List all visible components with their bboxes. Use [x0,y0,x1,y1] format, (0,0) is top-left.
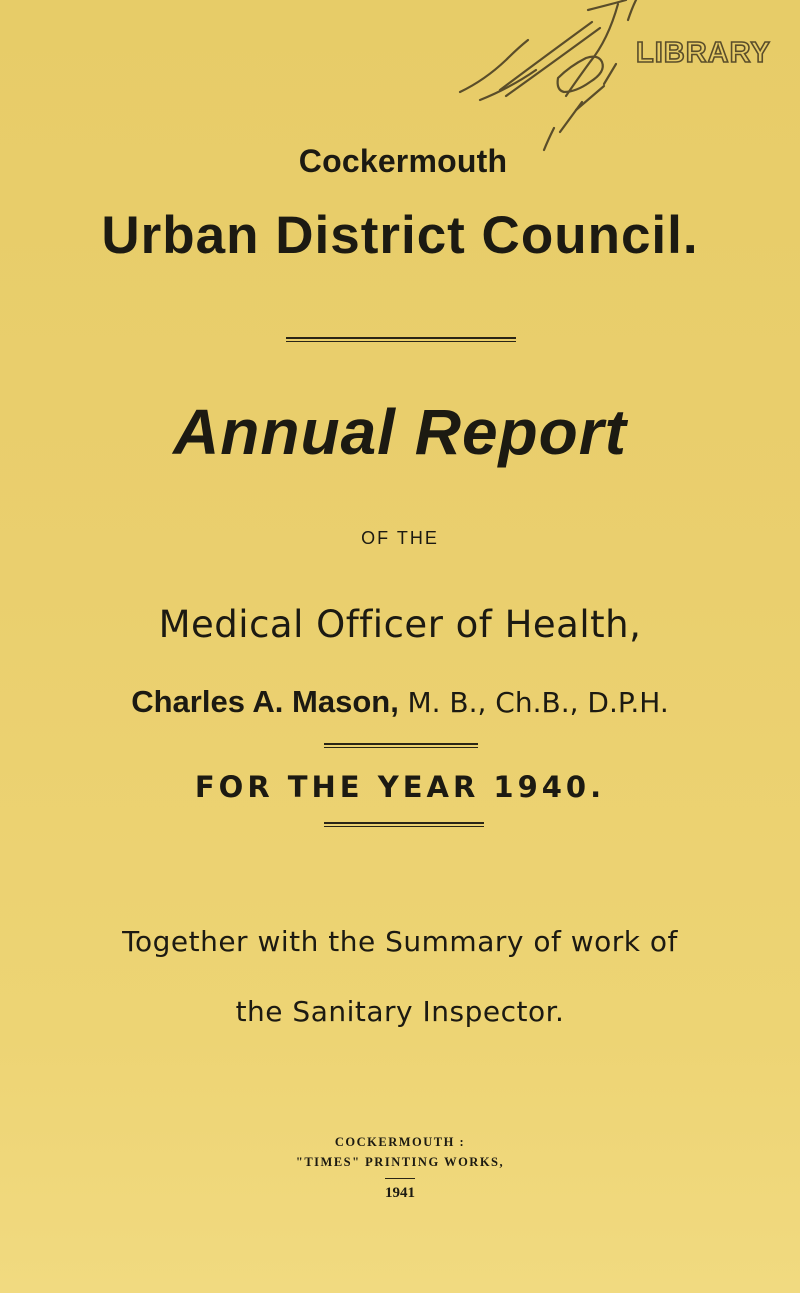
divider-rule [385,1178,415,1179]
author-line [0,684,800,720]
officer-title: Medical Officer of Health, [158,603,642,646]
supplement-line-2: the Sanitary Inspector. [235,995,565,1028]
supplement-line-1: Together with the Summary of work of [122,925,678,958]
council-name: Urban District Council. [101,206,699,265]
printer-works: "TIMES" PRINTING WORKS, [295,1155,505,1169]
printer-year: 1941 [385,1185,415,1201]
library-stamp-text: LIBRARY [636,37,771,69]
divider-rule [286,337,516,342]
report-title: Annual Report [173,396,627,468]
of-the-line: OF THE [361,528,439,548]
author-name: Charles A. Mason, [131,684,399,719]
town-name: Cockermouth [298,143,508,179]
printer-place: COCKERMOUTH : [334,1135,466,1149]
report-year: FOR THE YEAR 1940. [194,770,606,804]
divider-rule [324,743,478,748]
author-qualifications: M. B., Ch.B., D.P.H. [407,686,669,719]
divider-rule [324,822,484,827]
